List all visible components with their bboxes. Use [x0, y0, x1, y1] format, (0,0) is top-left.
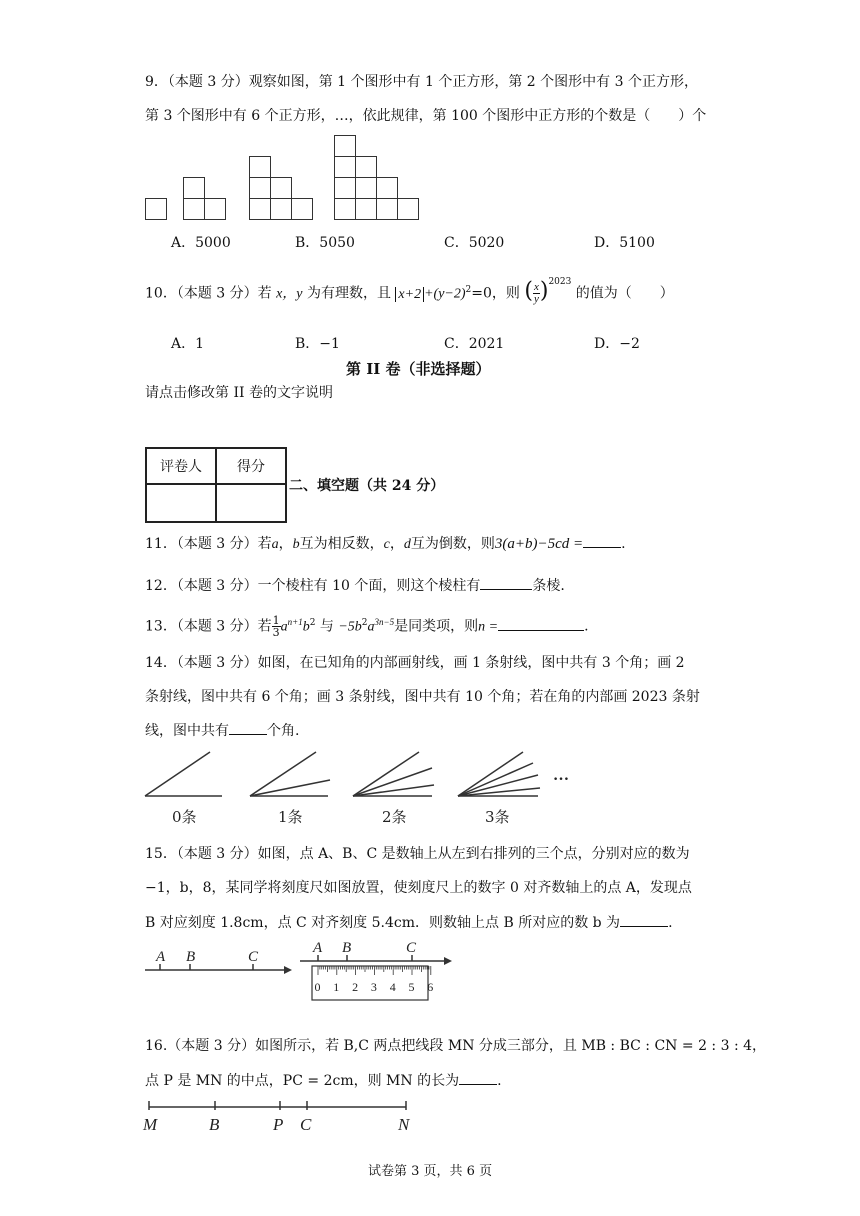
- section-title: 第 II 卷（非选择题）: [346, 360, 491, 378]
- seg-label-p: P: [273, 1115, 284, 1134]
- left-label-b: B: [186, 949, 196, 965]
- ellipsis: …: [553, 767, 569, 784]
- q9-option-a[interactable]: A．5000: [171, 235, 231, 251]
- ruler-number: 5: [408, 980, 415, 994]
- right-label-a: A: [313, 940, 323, 956]
- q9-line2: 第 3 个图形中有 6 个正方形，…，依此规律，第 100 个图形中正方形的个数是（ ）个: [145, 108, 707, 124]
- q9-option-d[interactable]: D．5100: [594, 235, 655, 251]
- ruler-number: 2: [352, 980, 359, 994]
- q14-line2: 条射线，图中共有 6 个角；画 3 条射线，图中共有 10 个角；若在角的内部画 2023 条射: [145, 689, 700, 705]
- q10-option-a[interactable]: A．1: [171, 336, 205, 352]
- section-heading: 二、填空题（共 24 分）: [289, 478, 445, 494]
- page-footer: 试卷第 3 页，共 6 页: [368, 1164, 493, 1179]
- q10-option-b[interactable]: B．−1: [295, 336, 340, 352]
- q9-option-c[interactable]: C．5020: [444, 235, 505, 251]
- q14-line3: 线，图中共有 个角.: [145, 720, 299, 741]
- seg-label-m: M: [143, 1115, 158, 1134]
- score-table-grader-header: 评卷人: [146, 448, 216, 484]
- ruler-number: 6: [427, 980, 434, 994]
- q13: 13．（本题 3 分）若 $\frac{1}{3}$ $a^{n+1}b^2$ 与 $-5b^2a^{3n-5}$是同类项，则n = .: [145, 614, 589, 640]
- score-table-score-header: 得分: [216, 448, 286, 484]
- seg-label-n: N: [398, 1115, 410, 1134]
- q10-option-d[interactable]: D．−2: [594, 336, 640, 352]
- section-note[interactable]: 请点击修改第 II 卷的文字说明: [145, 385, 333, 401]
- q10-stem: 10．（本题 3 分）若 x，y 为有理数，且 $x+2 +(y-2)^2=0$，则 ( $\frac{x}{y}$ )$^{2023}$ 的值为（ ）: [145, 277, 674, 306]
- q16-line2: 点 P 是 MN 的中点，PC = 2cm，则 MN 的长为 .: [145, 1070, 502, 1091]
- q9-line1: 9．（本题 3 分）观察如图，第 1 个图形中有 1 个正方形，第 2 个图形中有 3 个正方形，: [145, 74, 698, 90]
- ruler-number: 3: [370, 980, 377, 994]
- abs-value-expression: x+2: [395, 287, 424, 302]
- q11: 11．（本题 3 分）若a，b互为相反数，c，d互为倒数，则3(a+b)−5cd = .: [145, 533, 626, 555]
- ruler-number: 0: [314, 980, 321, 994]
- q15-line3: B 对应刻度 1.8cm，点 C 对齐刻度 5.4cm．则数轴上点 B 所对应的数 b 为 .: [145, 912, 673, 933]
- q14-line1: 14．（本题 3 分）如图，在已知角的内部画射线，画 1 条射线，图中共有 3 个角；画 2: [145, 655, 685, 671]
- q12: 12．（本题 3 分）一个棱柱有 10 个面，则这个棱柱有 条棱.: [145, 575, 565, 596]
- fig-label-0: 0条: [172, 808, 197, 826]
- q16-line1: 16.（本题 3 分）如图所示，若 B,C 两点把线段 MN 分成三部分，且 MB : BC : CN = 2 : 3 : 4，: [145, 1038, 767, 1054]
- q15-line1: 15．（本题 3 分）如图，点 A、B、C 是数轴上从左到右排列的三个点，分别对应的数为: [145, 846, 690, 862]
- fig-label-2: 2条: [382, 808, 407, 826]
- left-label-a: A: [156, 949, 166, 965]
- fig-label-1: 1条: [278, 808, 303, 826]
- q15-line2: −1，b，8，某同学将刻度尺如图放置，使刻度尺上的数字 0 对齐数轴上的点 A，发现点: [145, 880, 692, 896]
- fraction-one-third: $\frac{1}{3}$: [272, 614, 280, 640]
- right-label-b: B: [342, 940, 352, 956]
- q9-option-b[interactable]: B．5050: [295, 235, 355, 251]
- left-label-c: C: [248, 949, 259, 965]
- fraction-x-over-y: $\frac{x}{y}$: [533, 281, 539, 306]
- right-label-c: C: [406, 940, 417, 956]
- seg-label-c: C: [300, 1115, 312, 1134]
- ruler-number: 4: [389, 980, 396, 994]
- fig-label-3: 3条: [485, 808, 510, 826]
- q10-option-c[interactable]: C．2021: [444, 336, 505, 352]
- seg-label-b: B: [209, 1115, 220, 1134]
- ruler-number: 1: [333, 980, 340, 994]
